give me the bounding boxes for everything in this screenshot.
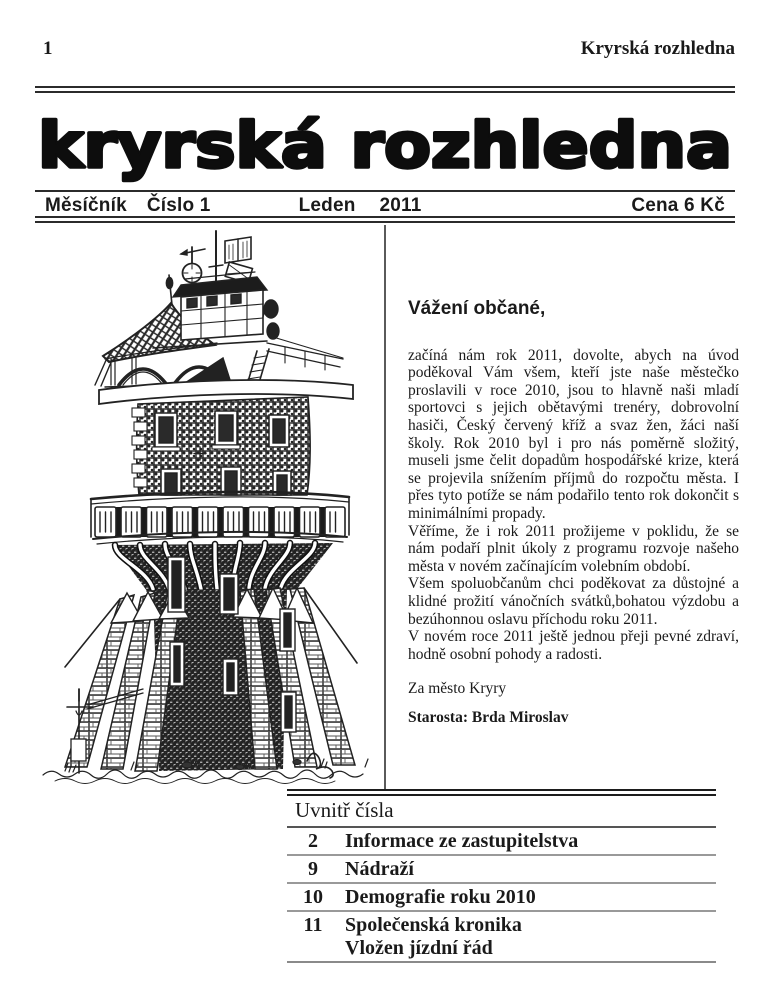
article-paragraph: Všem spoluobčanům chci poděkovat za důstojné a klidné prožití vánočních svátků,bohatou výzdobu a bezúhonnou oslavu příchodu roku 2011. — [408, 575, 739, 628]
article-salutation: Vážení občané, — [408, 298, 546, 319]
masthead — [35, 103, 735, 189]
toc-item-title: Nádraží — [345, 858, 414, 880]
toc-item-title — [339, 914, 716, 960]
toc-heading: Uvnitř čísla — [287, 796, 716, 828]
page-header — [43, 38, 735, 60]
article-paragraph: začíná nám rok 2011, dovolte, abych na úvod poděkoval Vám všem, kteří jste naše městečko proslavili v roce 2010, jsou to hlavně naši mladí sportovci s jejich obětavými trenéry, dobrovolní hasiči, Český červený kříž a svaz žen, žáci naší školy. Rok 2010 byl i pro nás poměrně složitý, museli jsme čelit dopadům hospodářské krize, která se projevila snížením příjmů do rozpočtu města. I přes tyto potíže se nám podařilo tento rok dokončit s minimálními propady. — [408, 346, 739, 522]
toc-row — [287, 912, 716, 961]
toc-row — [287, 884, 716, 912]
issue-month: Leden — [298, 195, 356, 216]
toc-item-title: Informace ze zastupitelstva — [345, 830, 579, 852]
toc-item-title-line2: Vložen jízdní řád — [345, 937, 493, 959]
article-paragraph: V novém roce 2011 ještě jednou přeji pevné zdraví, hodně osobní pohody a radosti. — [408, 628, 739, 663]
issue-year: 2011 — [379, 195, 422, 216]
page-number: 1 — [43, 38, 53, 59]
tower-illustration — [35, 227, 385, 787]
toc-page-number: 11 — [303, 914, 323, 936]
masthead-rule — [35, 216, 735, 223]
toc-page-number: 9 — [308, 858, 318, 880]
article-signature: Starosta: Brda Miroslav — [408, 708, 569, 726]
periodicity-label: Měsíčník — [45, 195, 127, 216]
tower-body — [132, 397, 310, 495]
tower-windows-upper — [152, 411, 289, 451]
content-area — [35, 225, 739, 790]
article-signoff: Za město Kryry — [408, 680, 507, 698]
toc-page-number: 2 — [308, 830, 318, 852]
masthead-title-text: kryrská rozhledna — [38, 109, 732, 182]
header-rule — [35, 86, 735, 93]
toc-item-title: Demografie roku 2010 — [345, 886, 536, 908]
balcony — [91, 492, 349, 544]
table-of-contents — [287, 789, 716, 963]
issue-price: Cena 6 Kč — [631, 195, 725, 216]
issue-number: Číslo 1 — [146, 195, 211, 216]
lead-article — [408, 225, 739, 726]
toc-item-title-line1: Společenská kronika — [345, 914, 522, 936]
toc-row — [287, 856, 716, 884]
article-paragraph: Věříme, že i rok 2011 prožijeme v poklidu, že se nám podaří plnit úkoly z programu rozvoje našeho města v novém začínajícím volebním období. — [408, 522, 739, 575]
toc-page-number: 10 — [303, 886, 323, 908]
running-title: Kryrská rozhledna — [580, 38, 735, 59]
column-divider — [384, 225, 386, 790]
toc-row — [287, 828, 716, 856]
